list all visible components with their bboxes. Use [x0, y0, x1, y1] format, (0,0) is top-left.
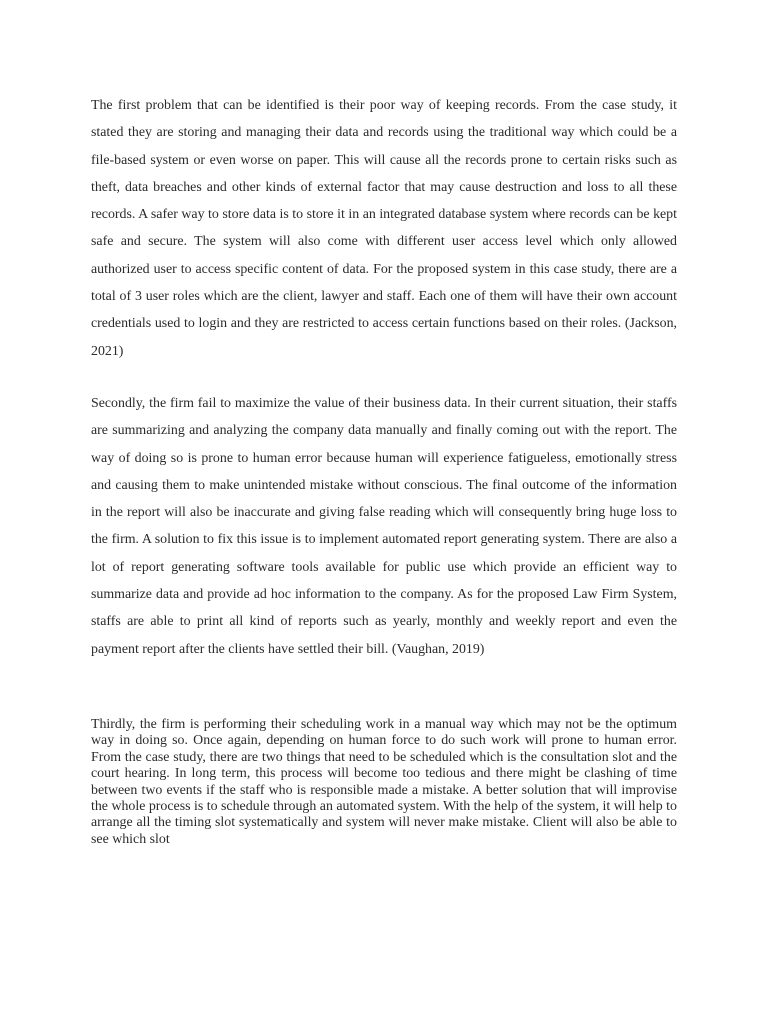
paragraph-business-data: Secondly, the firm fail to maximize the value of their business data. In their current situation, their staffs are summarizing and analyzing the company data manually and finally coming out with the report. The way of doing so is prone to human error because human will experience fatigueless, emotionally stress and causing them to make unintended mistake without conscious. The final outcome of the information in the report will also be inaccurate and giving false reading which will consequently bring huge loss to the firm. A solution to fix this issue is to implement automated report generating system. There are also a lot of report generating software tools available for public use which provide an efficient way to summarize data and provide ad hoc information to the company. As for the proposed Law Firm System, staffs are able to print all kind of reports such as yearly, monthly and weekly report and even the payment report after the clients have settled their bill. (Vaughan, 2019) [91, 396, 677, 657]
paragraph-record-keeping: The first problem that can be identified is their poor way of keeping records. From the case study, it stated they are storing and managing their data and records using the traditional way which could be a file-based system or even worse on paper. This will cause all the records prone to certain risks such as theft, data breaches and other kinds of external factor that may cause destruction and loss to all these records. A safer way to store data is to store it in an integrated database system where records can be kept safe and secure. The system will also come with different user access level which only allowed authorized user to access specific content of data. For the proposed system in this case study, there are a total of 3 user roles which are the client, lawyer and staff. Each one of them will have their own account credentials used to login and they are restricted to access certain functions based on their roles. (Jackson, 2021) [91, 98, 677, 359]
paragraph-scheduling: Thirdly, the firm is performing their scheduling work in a manual way which may not be the optimum way in doing so. Once again, depending on human force to do such work will prone to human error. From the case study, there are two things that need to be scheduled which is the consultation slot and the court hearing. In long term, this process will become too tedious and there might be clashing of time between two events if the staff who is responsible made a mistake. A better solution that will improvise the whole process is to schedule through an automated system. With the help of the system, it will help to arrange all the timing slot systematically and system will never make mistake. Client will also be able to see which slot [91, 717, 677, 847]
